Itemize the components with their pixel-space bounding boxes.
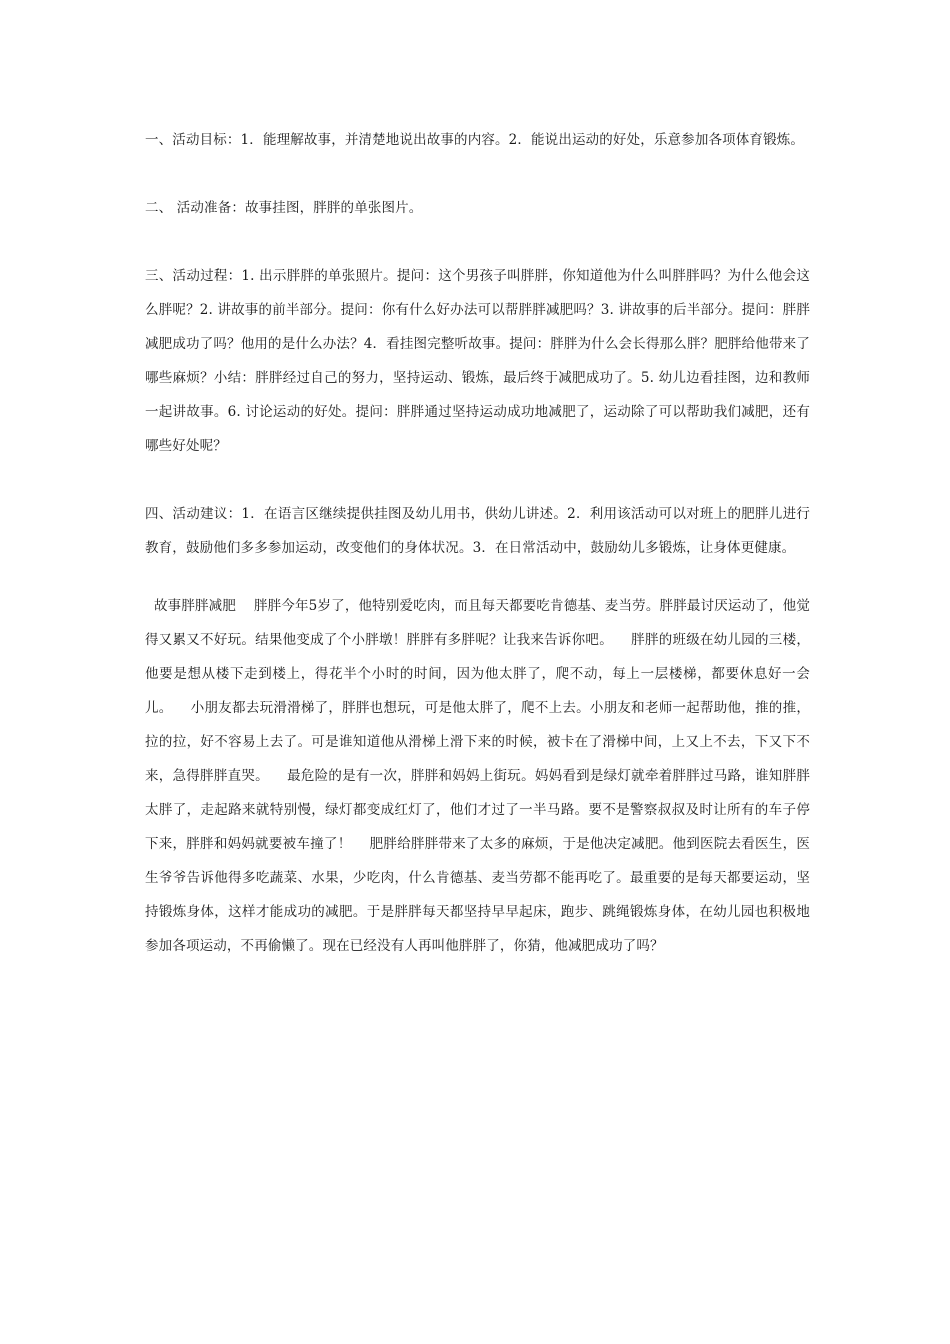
activity-suggestions-paragraph: 四、活动建议：1．在语言区继续提供挂图及幼儿用书，供幼儿讲述。2．利用该活动可以对班上的肥胖儿进行教育，鼓励他们多多参加运动，改变他们的身体状况。3．在日常活动中，鼓励幼儿多锻炼，让身体更健康。: [145, 506, 810, 556]
document-body: [145, 123, 810, 963]
paragraph-spacer: [145, 225, 810, 259]
activity-goals-paragraph: 一、活动目标：1．能理解故事，并清楚地说出故事的内容。2．能说出运动的好处，乐意参加各项体育锻炼。: [145, 132, 805, 148]
activity-preparation-paragraph: 二、 活动准备：故事挂图，胖胖的单张图片。: [145, 200, 423, 216]
activity-process-paragraph: 三、活动过程：1. 出示胖胖的单张照片。提问：这个男孩子叫胖胖，你知道他为什么叫胖胖吗？为什么他会这么胖呢？2. 讲故事的前半部分。提问：你有什么好办法可以帮胖胖减肥吗？3. 讲故事的后半部分。提问：胖胖减肥成功了吗？他用的是什么办法？4．看挂图完整听故事。提问：胖胖为什么会长得那么胖？肥胖给他带来了哪些麻烦？小结：胖胖经过自己的努力，坚持运动、锻炼，最后终于减肥成功了。5. 幼儿边看挂图，边和教师一起讲故事。6. 讨论运动的好处。提问：胖胖通过坚持运动成功地减肥了，运动除了可以帮助我们减肥，还有哪些好处呢？: [145, 268, 810, 454]
paragraph-spacer: [145, 157, 810, 191]
story-paragraph: 故事胖胖减肥 胖胖今年5岁了，他特别爱吃肉，而且每天都要吃肯德基、麦当劳。胖胖最讨厌运动了，他觉得又累又不好玩。结果他变成了个小胖墩！胖胖有多胖呢？让我来告诉你吧。 胖胖的班级在幼儿园的三楼，他要是想从楼下走到楼上，得花半个小时的时间，因为他太胖了，爬不动，每上一层楼梯，都要休息好一会儿。 小朋友都去玩滑滑梯了，胖胖也想玩，可是他太胖了，爬不上去。小朋友和老师一起帮助他，推的推，拉的拉，好不容易上去了。可是谁知道他从滑梯上滑下来的时候，被卡在了滑梯中间，上又上不去，下又下不来，急得胖胖直哭。 最危险的是有一次，胖胖和妈妈上街玩。妈妈看到是绿灯就牵着胖胖过马路，谁知胖胖太胖了，走起路来就特别慢，绿灯都变成红灯了，他们才过了一半马路。要不是警察叔叔及时让所有的车子停下来，胖胖和妈妈就要被车撞了！ 肥胖给胖胖带来了太多的麻烦，于是他决定减肥。他到医院去看医生，医生爷爷告诉他得多吃蔬菜、水果，少吃肉，什么肯德基、麦当劳都不能再吃了。最重要的是每天都要运动，坚持锻炼身体，这样才能成功的减肥。于是胖胖每天都坚持早早起床，跑步、跳绳锻炼身体，在幼儿园也积极地参加各项运动，不再偷懒了。现在已经没有人再叫他胖胖了，你猜，他减肥成功了吗？: [145, 598, 810, 954]
paragraph-spacer: [145, 463, 810, 497]
paragraph-spacer: [145, 565, 810, 589]
